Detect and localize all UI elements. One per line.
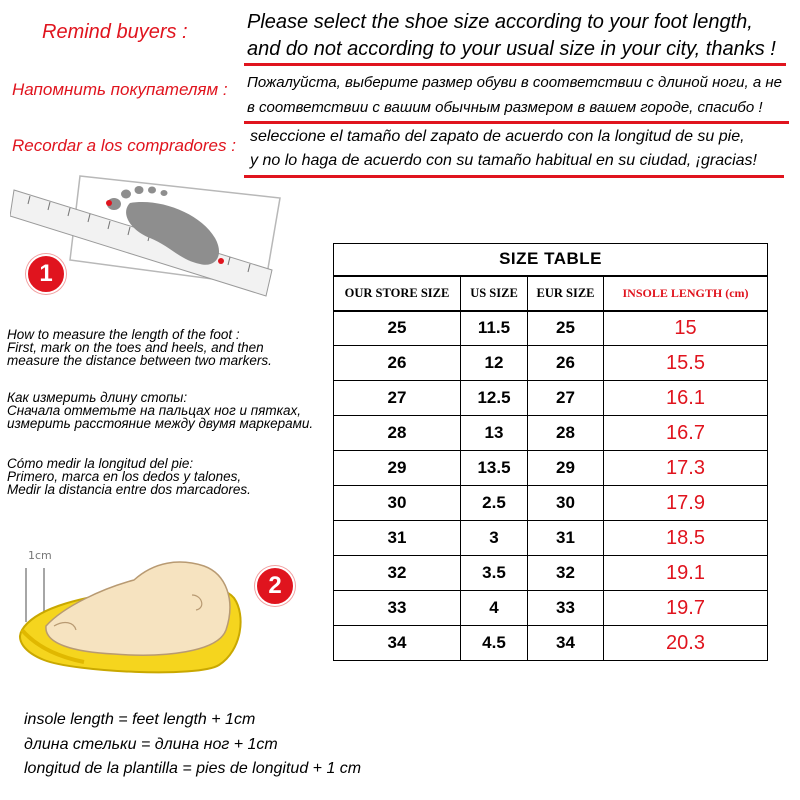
insole-length-cell: 16.7 (604, 416, 768, 451)
store-size-cell: 27 (334, 381, 461, 416)
store-size-cell: 29 (334, 451, 461, 486)
instructions-en-line1: How to measure the length of the foot : (7, 327, 240, 342)
eur-size-cell: 31 (528, 521, 604, 556)
notice-underline-en (244, 63, 786, 66)
table-row (334, 591, 768, 626)
formula-en: insole length = feet length + 1cm (24, 711, 256, 728)
table-row (334, 346, 768, 381)
insole-length-cell: 19.1 (604, 556, 768, 591)
table-row (334, 416, 768, 451)
insole-length-cell: 19.7 (604, 591, 768, 626)
foot-on-ruler-icon (10, 168, 290, 318)
instructions-ru-line1: Как измерить длину стопы: (7, 390, 188, 405)
table-row (334, 521, 768, 556)
insole-length-cell: 16.1 (604, 381, 768, 416)
instructions-es (7, 457, 251, 496)
us-size-cell: 4 (461, 591, 528, 626)
store-size-cell: 25 (334, 311, 461, 346)
table-row (334, 486, 768, 521)
us-size-cell: 13.5 (461, 451, 528, 486)
us-size-cell: 13 (461, 416, 528, 451)
instructions-es-line1: Cómo medir la longitud del pie: (7, 456, 194, 471)
store-size-cell: 34 (334, 626, 461, 661)
eur-size-cell: 29 (528, 451, 604, 486)
size-table-title: SIZE TABLE (334, 244, 768, 276)
us-size-cell: 3.5 (461, 556, 528, 591)
notice-label-ru: Напомнить покупателям : (12, 80, 228, 99)
store-size-cell: 33 (334, 591, 461, 626)
step2-badge: 2 (255, 566, 295, 606)
instructions-en-line2: First, mark on the toes and heels, and then (7, 340, 264, 355)
instructions-en (7, 328, 272, 367)
store-size-cell: 26 (334, 346, 461, 381)
table-row (334, 626, 768, 661)
notice-text-ru-line2: в соответствии с вашим обычным размером в вашем городе, спасибо ! (247, 99, 763, 116)
eur-size-cell: 30 (528, 486, 604, 521)
notice-underline-es (244, 175, 784, 178)
size-table (333, 243, 768, 661)
eur-size-cell: 26 (528, 346, 604, 381)
insole-length-cell: 17.3 (604, 451, 768, 486)
instructions-es-line2: Primero, marca en los dedos y talones, (7, 469, 242, 484)
us-size-cell: 3 (461, 521, 528, 556)
us-size-cell: 2.5 (461, 486, 528, 521)
notice-text-en-line2: and do not according to your usual size in your city, thanks ! (247, 38, 776, 60)
table-row (334, 451, 768, 486)
insole-length-cell: 18.5 (604, 521, 768, 556)
step1-illustration (10, 168, 290, 318)
us-size-cell: 12 (461, 346, 528, 381)
step1-badge: 1 (26, 254, 66, 294)
insole-length-cell: 15.5 (604, 346, 768, 381)
eur-size-cell: 25 (528, 311, 604, 346)
instructions-ru-line2: Сначала отметьте на пальцах ног и пятках, (7, 403, 302, 418)
table-row (334, 556, 768, 591)
insole-length-cell: 15 (604, 311, 768, 346)
formula-ru: длина стельки = длина ног + 1cm (24, 736, 278, 753)
insole-length-cell: 17.9 (604, 486, 768, 521)
ruler-mark-label: 1cm (28, 549, 52, 562)
col-header-us-size: US SIZE (461, 276, 528, 311)
eur-size-cell: 33 (528, 591, 604, 626)
us-size-cell: 11.5 (461, 311, 528, 346)
instructions-ru-line3: измерить расстояние между двумя маркерами. (7, 416, 314, 431)
store-size-cell: 32 (334, 556, 461, 591)
eur-size-cell: 32 (528, 556, 604, 591)
formula-es: longitud de la plantilla = pies de longitud + 1 cm (24, 760, 362, 777)
notice-label-en: Remind buyers : (42, 21, 188, 43)
notice-text-en-line1: Please select the shoe size according to your foot length, (247, 11, 753, 33)
eur-size-cell: 27 (528, 381, 604, 416)
instructions-en-line3: measure the distance between two markers. (7, 353, 272, 368)
eur-size-cell: 28 (528, 416, 604, 451)
store-size-cell: 28 (334, 416, 461, 451)
size-table-title-row (334, 244, 768, 276)
col-header-store-size: OUR STORE SIZE (334, 276, 461, 311)
table-row (334, 311, 768, 346)
eur-size-cell: 34 (528, 626, 604, 661)
store-size-cell: 31 (334, 521, 461, 556)
col-header-insole-length: INSOLE LENGTH (cm) (604, 276, 768, 311)
store-size-cell: 30 (334, 486, 461, 521)
notice-label-es: Recordar a los compradores : (12, 136, 236, 155)
insole-length-cell: 20.3 (604, 626, 768, 661)
us-size-cell: 4.5 (461, 626, 528, 661)
us-size-cell: 12.5 (461, 381, 528, 416)
notice-text-es-line1: seleccione el tamaño del zapato de acuerdo con la longitud de su pie, (250, 128, 745, 145)
instructions-ru (7, 391, 313, 430)
instructions-es-line3: Medir la distancia entre dos marcadores. (7, 482, 251, 497)
size-table-header-row (334, 276, 768, 311)
notice-text-es-line2: y no lo haga de acuerdo con su tamaño habitual en su ciudad, ¡gracias! (250, 152, 757, 169)
notice-text-ru-line1: Пожалуйста, выберите размер обуви в соответствии с длиной ноги, а не (247, 74, 782, 91)
notice-underline-ru (244, 121, 789, 124)
col-header-eur-size: EUR SIZE (528, 276, 604, 311)
table-row (334, 381, 768, 416)
